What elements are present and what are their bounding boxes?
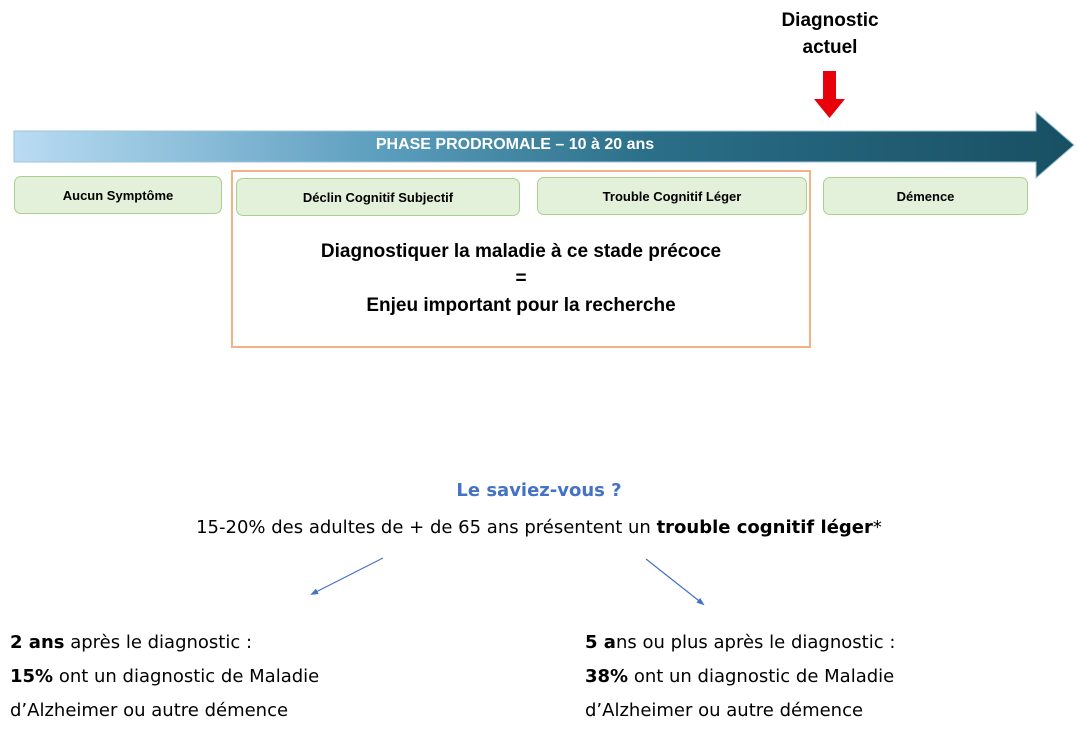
outcome-five-years-line1 [585, 626, 895, 660]
fact-text-after: * [872, 517, 882, 538]
outcome-five-years-percent: 38% [585, 666, 629, 687]
current-diagnosis-line2: actuel [802, 37, 858, 58]
phase-label: PHASE PRODROMALE – 10 à 20 ans [375, 136, 655, 153]
outcome-two-years-line2 [10, 660, 319, 694]
stage-no-symptom: Aucun Symptôme [14, 176, 222, 214]
stage-subjective-cognitive-decline: Déclin Cognitif Subjectif [236, 178, 520, 216]
early-diagnosis-text [232, 238, 810, 319]
outcome-five-years-years: 5 a [585, 632, 616, 653]
outcome-two-years-line3: d’Alzheimer ou autre démence [10, 700, 289, 721]
current-diagnosis-line1: Diagnostic [781, 10, 879, 31]
fact-text-bold: trouble cognitif léger [656, 517, 873, 538]
outcome-two-years-years: 2 ans [10, 632, 65, 653]
early-diagnosis-equals: = [515, 268, 527, 289]
right-pointer-arrow [646, 559, 703, 604]
stage-dementia: Démence [823, 177, 1028, 215]
stage-mild-cognitive-impairment: Trouble Cognitif Léger [537, 177, 807, 215]
outcome-five-years-percent-rest: ont un diagnostic de Maladie [628, 666, 895, 687]
left-pointer-arrow [312, 558, 383, 594]
current-diagnosis-label [760, 7, 900, 61]
outcome-two-years-line1 [10, 626, 319, 660]
outcome-two-years-years-rest: après le diagnostic : [64, 632, 253, 653]
fact-text [0, 517, 1078, 538]
outcome-five-years-years-rest: ns ou plus après le diagnostic : [615, 632, 896, 653]
outcome-five-years-line3: d’Alzheimer ou autre démence [585, 700, 864, 721]
outcome-five-years-line2 [585, 660, 895, 694]
outcome-five-years [585, 626, 895, 728]
fact-title: Le saviez-vous ? [456, 480, 622, 501]
early-diagnosis-line1: Diagnostiquer la maladie à ce stade précoce [320, 241, 722, 262]
outcome-two-years-percent-rest: ont un diagnostic de Maladie [53, 666, 320, 687]
fact-text-before: 15-20% des adultes de + de 65 ans présentent un [196, 517, 657, 538]
outcome-two-years [10, 626, 319, 728]
current-diagnosis-marker [814, 71, 845, 118]
early-diagnosis-line3: Enjeu important pour la recherche [366, 295, 676, 316]
outcome-two-years-percent: 15% [10, 666, 54, 687]
